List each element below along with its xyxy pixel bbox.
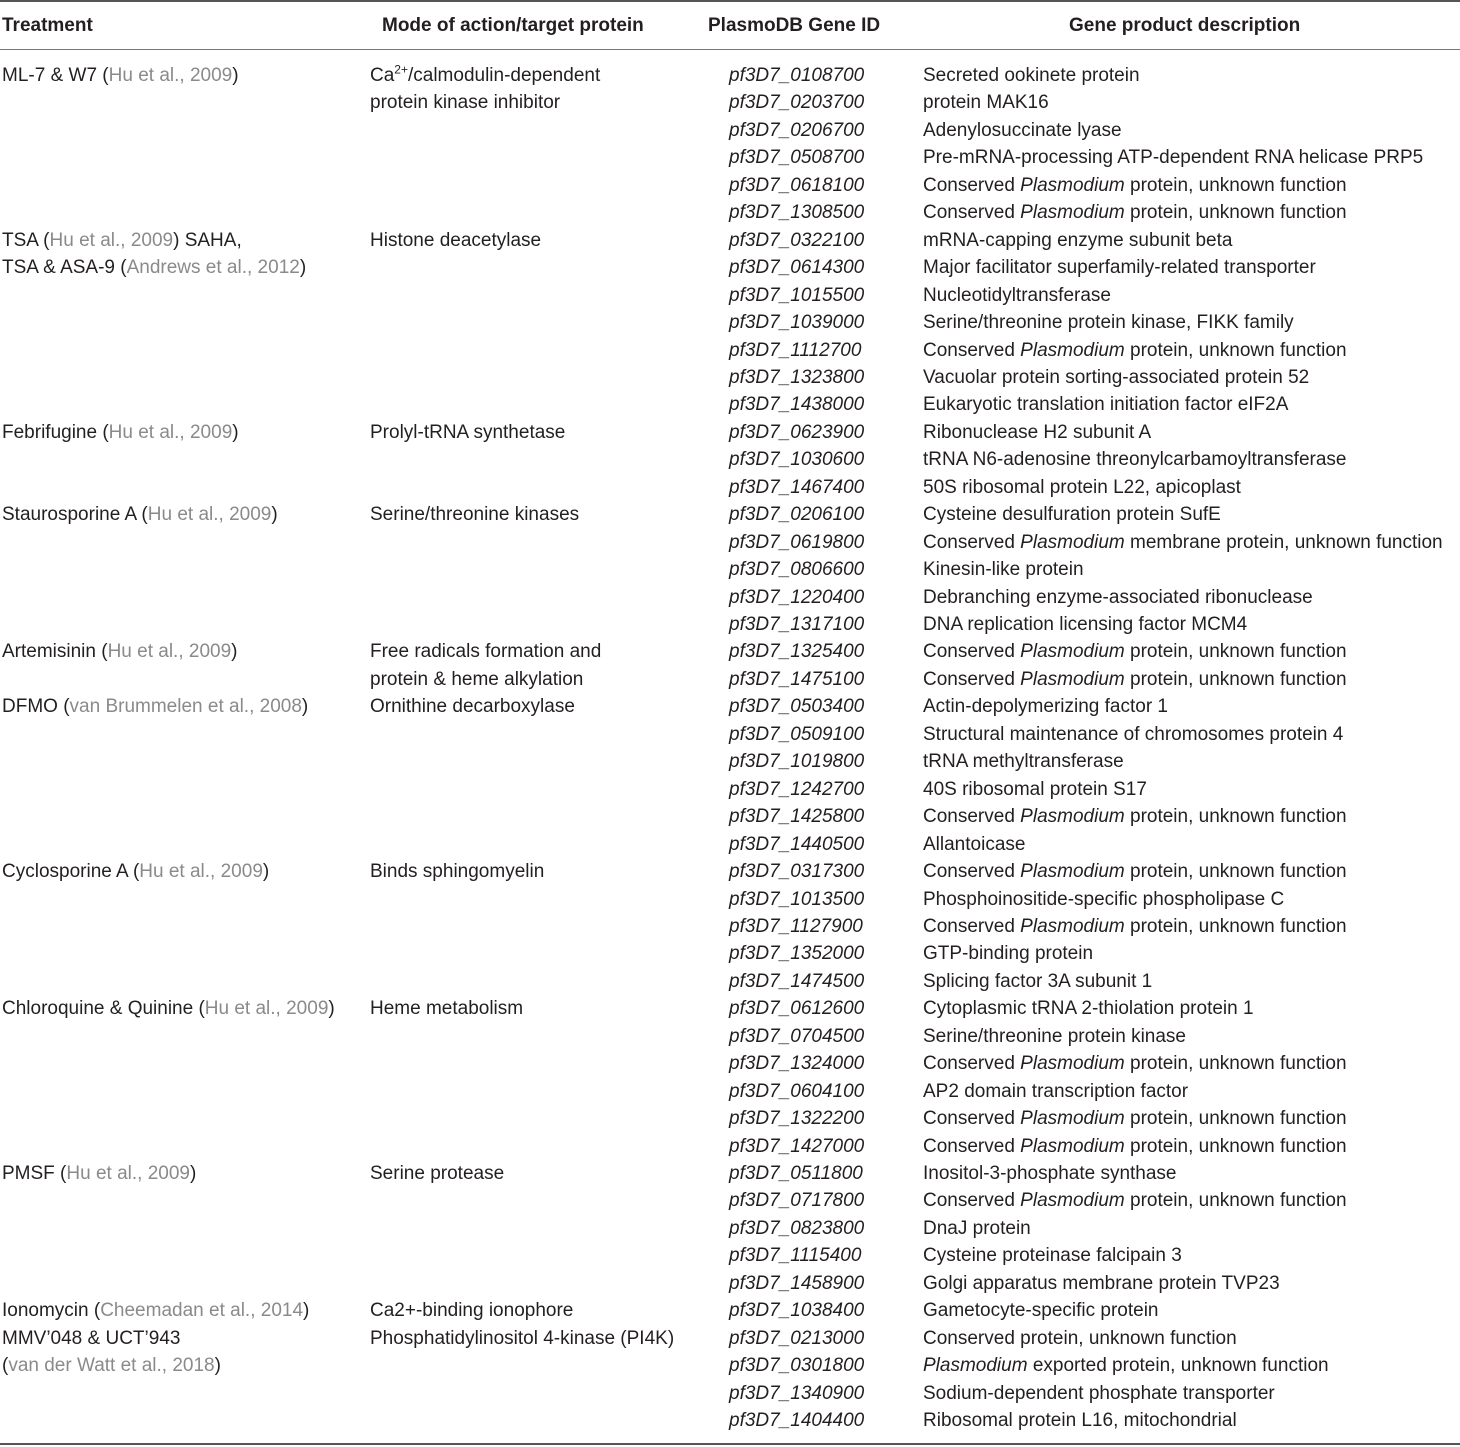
gene-description-cell xyxy=(923,666,1347,694)
citation-link: Hu et al., 2009 xyxy=(66,1163,190,1184)
gene-id-cell: pf3D7_1325400 xyxy=(729,641,865,663)
description-text: Conserved xyxy=(923,1135,1021,1157)
gene-id-cell: pf3D7_0612600 xyxy=(729,998,865,1020)
description-text: protein, unknown function xyxy=(1124,1108,1347,1130)
gene-id-cell: pf3D7_0509100 xyxy=(729,723,865,745)
organism-name: Plasmodium xyxy=(1020,531,1125,553)
description-text: Conserved xyxy=(923,861,1021,883)
citation-link: Hu et al., 2009 xyxy=(139,861,263,883)
gene-id-cell: pf3D7_1324000 xyxy=(729,1053,865,1075)
treatment-name: DFMO ( xyxy=(2,696,70,718)
gene-id-cell: pf3D7_1019800 xyxy=(729,751,865,773)
organism-name: Plasmodium xyxy=(1020,202,1125,224)
gene-id-cell: pf3D7_0823800 xyxy=(729,1217,865,1239)
gene-id-cell: pf3D7_1475100 xyxy=(729,668,865,690)
mode-text: Serine/threonine kinases xyxy=(370,504,580,526)
gene-description-cell: 40S ribosomal protein S17 xyxy=(923,778,1147,800)
gene-id-cell: pf3D7_1467400 xyxy=(729,476,865,498)
treatment-tail: ) xyxy=(271,504,278,526)
gene-description-cell: Splicing factor 3A subunit 1 xyxy=(923,970,1153,992)
treatment-name: ( xyxy=(2,1355,9,1377)
mode-of-action-cell xyxy=(370,1325,674,1353)
citation-link: Hu et al., 2009 xyxy=(204,998,329,1020)
gene-description-cell xyxy=(923,337,1347,365)
description-text: membrane protein, unknown function xyxy=(1124,531,1443,553)
gene-description-cell xyxy=(923,529,1443,557)
table-bottom-rule xyxy=(0,1443,1460,1445)
header-mode: Mode of action/target protein xyxy=(382,15,644,36)
gene-id-cell: pf3D7_1322200 xyxy=(729,1108,865,1130)
treatment-tail: ) xyxy=(232,421,239,443)
gene-description-cell: Debranching enzyme-associated ribonuclease xyxy=(923,586,1313,608)
gene-id-cell: pf3D7_1425800 xyxy=(729,806,865,828)
description-text: protein, unknown function xyxy=(1124,1190,1347,1212)
mode-of-action-cell xyxy=(370,1297,573,1325)
treatment-cell xyxy=(2,1352,221,1380)
organism-name: Plasmodium xyxy=(1020,1053,1125,1075)
gene-id-cell: pf3D7_0623900 xyxy=(729,421,865,443)
gene-id-cell: pf3D7_0704500 xyxy=(729,1025,865,1047)
gene-description-cell: Sodium-dependent phosphate transporter xyxy=(923,1382,1275,1404)
mode-text: Binds sphingomyelin xyxy=(370,861,545,883)
organism-name: Plasmodium xyxy=(1020,174,1125,196)
gene-description-cell: Ribonuclease H2 subunit A xyxy=(923,421,1152,443)
citation-link: Cheemadan et al., 2014 xyxy=(100,1300,304,1322)
treatment-name: TSA & ASA-9 ( xyxy=(2,257,127,279)
organism-name: Plasmodium xyxy=(1020,861,1125,883)
gene-description-cell: Eukaryotic translation initiation factor eIF2A xyxy=(923,394,1289,416)
treatment-tail: ) xyxy=(214,1355,221,1377)
gene-description-cell: Ribosomal protein L16, mitochondrial xyxy=(923,1410,1237,1432)
description-text: Conserved xyxy=(923,202,1021,224)
citation-link: van Brummelen et al., 2008 xyxy=(69,696,302,718)
treatment-cell xyxy=(2,1325,180,1353)
citation-link: Hu et al., 2009 xyxy=(108,421,233,443)
gene-description-cell: tRNA N6-adenosine threonylcarbamoyltransferase xyxy=(923,449,1347,471)
gene-description-cell: Gametocyte-specific protein xyxy=(923,1300,1159,1322)
gene-description-cell: Cysteine proteinase falcipain 3 xyxy=(923,1245,1182,1267)
description-text: protein, unknown function xyxy=(1124,1053,1347,1075)
treatment-tail: ) xyxy=(303,1300,310,1322)
header-treatment: Treatment xyxy=(2,15,93,36)
gene-description-cell: Structural maintenance of chromosomes protein 4 xyxy=(923,723,1344,745)
mode-of-action-cell xyxy=(370,693,575,721)
description-text: protein, unknown function xyxy=(1124,668,1347,690)
description-text: Conserved xyxy=(923,531,1021,553)
mode-text: Ca2+-binding ionophore xyxy=(370,1300,574,1322)
gene-description-cell: mRNA-capping enzyme subunit beta xyxy=(923,229,1233,251)
treatment-name: Chloroquine & Quinine ( xyxy=(2,998,205,1020)
gene-description-cell: Adenylosuccinate lyase xyxy=(923,119,1122,141)
citation-link: Hu et al., 2009 xyxy=(147,504,272,526)
gene-id-cell: pf3D7_1352000 xyxy=(729,943,865,965)
description-text: Conserved xyxy=(923,1190,1021,1212)
description-text: protein, unknown function xyxy=(1124,806,1347,828)
treatment-cell xyxy=(2,1297,309,1325)
gene-description-cell xyxy=(923,1187,1347,1215)
gene-description-cell xyxy=(923,1352,1329,1380)
description-text: Conserved xyxy=(923,174,1021,196)
gene-id-cell: pf3D7_0806600 xyxy=(729,559,865,581)
description-text: protein, unknown function xyxy=(1124,915,1347,937)
gene-id-cell: pf3D7_1440500 xyxy=(729,833,865,855)
treatment-cell xyxy=(2,638,238,666)
gene-description-cell xyxy=(923,1133,1347,1161)
gene-id-cell: pf3D7_0508700 xyxy=(729,147,865,169)
gene-description-cell xyxy=(923,913,1347,941)
mode-text: Free radicals formation and xyxy=(370,641,602,663)
description-text: Conserved xyxy=(923,1108,1021,1130)
mode-text: Ca xyxy=(370,65,395,86)
gene-description-cell xyxy=(923,1105,1347,1133)
gene-description-cell: DNA replication licensing factor MCM4 xyxy=(923,614,1248,635)
gene-description-cell xyxy=(923,1050,1347,1078)
treatment-cell xyxy=(2,693,308,721)
gene-id-cell: pf3D7_1115400 xyxy=(729,1245,862,1267)
gene-id-cell: pf3D7_1427000 xyxy=(729,1135,865,1157)
description-text: protein, unknown function xyxy=(1124,202,1347,224)
mode-text: Phosphatidylinositol 4-kinase (PI4K) xyxy=(370,1327,675,1349)
gene-description-cell: GTP-binding protein xyxy=(923,943,1094,965)
gene-id-cell: pf3D7_1013500 xyxy=(729,888,865,910)
mode-of-action-cell xyxy=(370,666,583,694)
treatment-tail: ) xyxy=(232,65,239,86)
treatment-cell xyxy=(2,62,239,90)
gene-id-cell: pf3D7_0301800 xyxy=(729,1355,865,1377)
gene-description-cell: Serine/threonine protein kinase xyxy=(923,1025,1187,1047)
description-text: protein, unknown function xyxy=(1124,641,1347,663)
treatment-name: Ionomycin ( xyxy=(2,1300,101,1322)
organism-name: Plasmodium xyxy=(1020,641,1125,663)
gene-id-cell: pf3D7_0213000 xyxy=(729,1327,865,1349)
description-text: protein, unknown function xyxy=(1124,1135,1347,1157)
citation-link: Hu et al., 2009 xyxy=(49,229,174,251)
gene-description-cell: tRNA methyltransferase xyxy=(923,751,1124,773)
gene-id-cell: pf3D7_0317300 xyxy=(729,861,865,883)
mode-of-action-cell xyxy=(370,1160,504,1188)
organism-name: Plasmodium xyxy=(1020,339,1125,361)
gene-id-cell: pf3D7_0619800 xyxy=(729,531,865,553)
header-description: Gene product description xyxy=(1069,15,1301,36)
gene-description-cell: Conserved protein, unknown function xyxy=(923,1327,1237,1349)
organism-name: Plasmodium xyxy=(1020,806,1125,828)
gene-id-cell: pf3D7_0618100 xyxy=(729,174,865,196)
gene-id-cell: pf3D7_0614300 xyxy=(729,257,865,279)
gene-description-cell: Golgi apparatus membrane protein TVP23 xyxy=(923,1272,1280,1294)
description-text: Conserved xyxy=(923,1053,1021,1075)
citation-link: Andrews et al., 2012 xyxy=(126,257,300,279)
gene-id-cell: pf3D7_0206100 xyxy=(729,504,865,526)
gene-description-cell: Nucleotidyltransferase xyxy=(923,284,1111,306)
header-gene-id: PlasmoDB Gene ID xyxy=(708,15,881,36)
organism-name: Plasmodium xyxy=(1020,1190,1125,1212)
gene-id-cell: pf3D7_0322100 xyxy=(729,229,865,251)
mode-text: Ornithine decarboxylase xyxy=(370,696,575,718)
gene-description-cell: Cytoplasmic tRNA 2-thiolation protein 1 xyxy=(923,998,1254,1020)
description-text: Conserved xyxy=(923,339,1021,361)
gene-description-cell: Pre-mRNA-processing ATP-dependent RNA helicase PRP5 xyxy=(923,147,1424,169)
description-text: Conserved xyxy=(923,668,1021,690)
mode-text: /calmodulin-dependent xyxy=(407,65,601,86)
gene-id-cell: pf3D7_0503400 xyxy=(729,696,865,718)
organism-name: Plasmodium xyxy=(1020,1108,1125,1130)
treatment-name: Cyclosporine A ( xyxy=(2,861,140,883)
gene-id-cell: pf3D7_1317100 xyxy=(729,614,865,635)
mode-of-action-cell xyxy=(370,89,560,117)
treatment-tail: ) SAHA, xyxy=(173,229,242,251)
treatment-tail: ) xyxy=(299,257,307,279)
description-text: protein, unknown function xyxy=(1124,174,1347,196)
table-top-rule xyxy=(0,0,1460,2)
mode-text: Prolyl-tRNA synthetase xyxy=(370,421,566,443)
treatment-name: ML-7 & W7 ( xyxy=(2,65,109,86)
gene-id-cell: pf3D7_1340900 xyxy=(729,1382,865,1404)
gene-description-cell: Actin-depolymerizing factor 1 xyxy=(923,696,1168,718)
treatment-cell xyxy=(2,501,278,529)
treatment-cell xyxy=(2,227,242,255)
gene-id-cell: pf3D7_1458900 xyxy=(729,1272,865,1294)
gene-id-cell: pf3D7_1474500 xyxy=(729,970,865,992)
gene-id-cell: pf3D7_0108700 xyxy=(729,65,865,86)
gene-description-cell xyxy=(923,638,1347,666)
gene-description-cell: Inositol-3-phosphate synthase xyxy=(923,1163,1177,1184)
mode-of-action-cell xyxy=(370,227,541,255)
description-text: protein, unknown function xyxy=(1124,861,1347,883)
gene-description-cell xyxy=(923,803,1347,831)
description-text: Conserved xyxy=(923,641,1021,663)
treatment-name: MMV’048 & UCT’943 xyxy=(2,1327,181,1349)
mode-of-action-cell xyxy=(370,62,600,90)
gene-id-cell: pf3D7_1242700 xyxy=(729,778,865,800)
treatment-name: Artemisinin ( xyxy=(2,641,108,663)
organism-name: Plasmodium xyxy=(923,1355,1028,1377)
treatment-cell xyxy=(2,254,306,282)
gene-description-cell: Major facilitator superfamily-related transporter xyxy=(923,257,1316,279)
gene-id-cell: pf3D7_1323800 xyxy=(729,366,865,388)
gene-id-cell: pf3D7_1438000 xyxy=(729,394,865,416)
treatment-name: TSA ( xyxy=(2,229,50,251)
gene-id-cell: pf3D7_1030600 xyxy=(729,449,865,471)
gene-id-cell: pf3D7_0206700 xyxy=(729,119,865,141)
description-text: exported protein, unknown function xyxy=(1027,1355,1329,1377)
organism-name: Plasmodium xyxy=(1020,915,1125,937)
mode-text: Serine protease xyxy=(370,1163,505,1184)
treatment-tail: ) xyxy=(328,998,335,1020)
gene-description-cell: protein MAK16 xyxy=(923,92,1049,114)
gene-description-cell: Allantoicase xyxy=(923,833,1026,855)
gene-description-cell: Serine/threonine protein kinase, FIKK family xyxy=(923,312,1294,334)
citation-link: Hu et al., 2009 xyxy=(108,65,233,86)
organism-name: Plasmodium xyxy=(1020,668,1125,690)
description-text: Conserved xyxy=(923,915,1021,937)
gene-description-cell xyxy=(923,172,1347,200)
gene-description-cell: Cysteine desulfuration protein SufE xyxy=(923,504,1221,526)
gene-description-cell: Vacuolar protein sorting-associated protein 52 xyxy=(923,366,1310,388)
gene-id-cell: pf3D7_0511800 xyxy=(729,1163,863,1184)
gene-id-cell: pf3D7_1220400 xyxy=(729,586,865,608)
mode-of-action-cell xyxy=(370,501,579,529)
organism-name: Plasmodium xyxy=(1020,1135,1125,1157)
mode-of-action-cell xyxy=(370,995,523,1023)
mode-text: Histone deacetylase xyxy=(370,229,542,251)
gene-id-cell: pf3D7_1015500 xyxy=(729,284,865,306)
treatment-tail: ) xyxy=(301,696,309,718)
description-text: protein, unknown function xyxy=(1124,339,1347,361)
treatment-name: Staurosporine A ( xyxy=(2,504,148,526)
table-header-rule xyxy=(0,49,1460,50)
gene-id-cell: pf3D7_1308500 xyxy=(729,202,865,224)
gene-id-cell: pf3D7_1127900 xyxy=(729,915,863,937)
treatment-cell xyxy=(2,419,239,447)
treatment-name: Febrifugine ( xyxy=(2,421,109,443)
mode-text: Heme metabolism xyxy=(370,998,524,1020)
treatment-cell xyxy=(2,858,269,886)
gene-id-cell: pf3D7_0604100 xyxy=(729,1080,865,1102)
treatment-tail: ) xyxy=(262,861,270,883)
mode-text: protein & heme alkylation xyxy=(370,668,584,690)
superscript-charge: 2+ xyxy=(394,62,408,77)
mode-text: protein kinase inhibitor xyxy=(370,92,561,114)
treatment-tail: ) xyxy=(231,641,238,663)
citation-link: Hu et al., 2009 xyxy=(107,641,232,663)
treatment-cell xyxy=(2,1160,196,1188)
gene-description-cell: 50S ribosomal protein L22, apicoplast xyxy=(923,476,1241,498)
gene-id-cell: pf3D7_1038400 xyxy=(729,1300,865,1322)
mode-of-action-cell xyxy=(370,638,601,666)
mode-of-action-cell xyxy=(370,858,544,886)
gene-id-cell: pf3D7_0203700 xyxy=(729,92,865,114)
gene-description-cell: Phosphoinositide-specific phospholipase C xyxy=(923,888,1285,910)
treatment-cell xyxy=(2,995,335,1023)
mode-of-action-cell xyxy=(370,419,565,447)
gene-id-cell: pf3D7_1404400 xyxy=(729,1410,865,1432)
citation-link: van der Watt et al., 2018 xyxy=(8,1355,215,1377)
gene-id-cell: pf3D7_0717800 xyxy=(729,1190,865,1212)
gene-id-cell: pf3D7_1112700 xyxy=(729,339,862,361)
treatment-name: PMSF ( xyxy=(2,1163,67,1184)
treatment-tail: ) xyxy=(189,1163,197,1184)
gene-description-cell: Secreted ookinete protein xyxy=(923,65,1140,86)
gene-description-cell xyxy=(923,199,1347,227)
gene-description-cell: AP2 domain transcription factor xyxy=(923,1080,1189,1102)
gene-description-cell: Kinesin-like protein xyxy=(923,559,1084,581)
gene-description-cell: DnaJ protein xyxy=(923,1217,1031,1239)
description-text: Conserved xyxy=(923,806,1021,828)
gene-description-cell xyxy=(923,858,1347,886)
gene-id-cell: pf3D7_1039000 xyxy=(729,312,865,334)
